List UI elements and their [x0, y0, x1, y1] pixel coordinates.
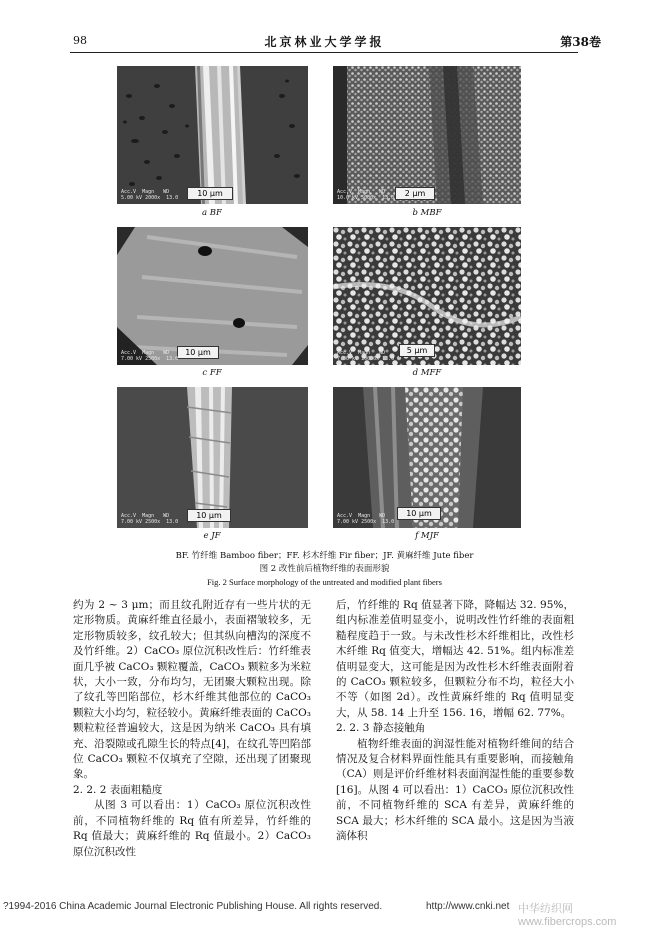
- sem-image-bf: [117, 66, 308, 204]
- sem-info-e: Acc.V Magn WD 7.00 kV 2500x 13.0: [121, 513, 179, 525]
- scale-bar-f: 10 μm: [397, 507, 441, 520]
- cnki-link[interactable]: http://www.cnki.net: [426, 901, 510, 912]
- sem-image-ff: [117, 227, 308, 365]
- right-paragraph-1: 后，竹纤维的 Rq 值显著下降，降幅达 32. 95%，组内标准差值明显变小，说明改性竹纤维的表面粗糙程度趋于一致。与未改性杉木纤维相比，改性杉木纤维 Rq 值变大，增幅达 42. 51%。组内标准差值明显变大，这可能是因为改性杉木纤维表面附着的 CaCO₃ 颗粒较多，但颗粒分布不均，粒径大小不等（如图 2d）。改性黄麻纤维的 Rq 值明显变大，从 58. 14 上升至 156. 16，增幅 62. 77%。: [336, 599, 574, 719]
- watermark: 中华纺织网 www.fibercrops.com: [518, 903, 617, 928]
- left-column: [73, 598, 311, 860]
- figure-legend: BF. 竹纤维 Bamboo fiber；FF. 杉木纤维 Fir fiber；JF. 黄麻纤维 Jute fiber: [175, 551, 474, 561]
- caption-c: c FF: [202, 368, 222, 378]
- scale-bar-c: 10 μm: [177, 346, 219, 359]
- caption-b: b MBF: [412, 208, 442, 218]
- caption-f: f MJF: [415, 531, 439, 541]
- section-heading-2-2-3: 2. 2. 3 静态接触角: [336, 722, 426, 735]
- sem-info-c: Acc.V Magn WD 7.00 kV 2500x 13.0: [121, 350, 179, 362]
- caption-e: e JF: [203, 531, 221, 541]
- page-header: [0, 0, 649, 50]
- page-footer: [0, 898, 649, 928]
- volume-label: 第38卷: [560, 35, 601, 49]
- journal-title: 北京林业大学学报: [264, 35, 385, 49]
- scale-bar-d: 5 μm: [399, 344, 435, 357]
- scale-bar-a: 10 μm: [187, 187, 233, 200]
- sem-image-mbf: [333, 66, 521, 204]
- copyright-notice: ?1994-2016 China Academic Journal Electronic Publishing House. All rights reserved.: [3, 901, 383, 912]
- sem-info-a: Acc.V Magn WD 5.00 kV 2000x 13.0: [121, 189, 179, 201]
- figure-caption-cn: 图 2 改性前后植物纤维的表面形貌: [259, 564, 390, 574]
- figure-caption-en: Fig. 2 Surface morphology of the untreated and modified plant fibers: [207, 577, 442, 587]
- header-rule: [70, 52, 578, 53]
- left-paragraph-2: 从图 3 可以看出：1）CaCO₃ 原位沉积改性前，不同植物纤维的 Rq 值有所差异，竹纤维的 Rq 值最大；黄麻纤维的 Rq 值最小。2）CaCO₃ 原位沉积改性: [73, 799, 311, 858]
- sem-info-f: Acc.V Magn WD 7.00 kV 2500x 13.0: [337, 513, 395, 525]
- scale-bar-b: 2 μm: [395, 187, 435, 200]
- caption-d: d MFF: [412, 368, 442, 378]
- section-heading-2-2-2: 2. 2. 2 表面粗糙度: [73, 783, 163, 796]
- sem-info-d: Acc.V Magn WD 7.00 kV 10000x 13.0: [337, 350, 395, 362]
- sem-info-b: Acc.V Magn WD 10.0 kV 5000x 13.0: [337, 189, 395, 201]
- sem-image-jf: [117, 387, 308, 528]
- page-number: 98: [73, 34, 87, 47]
- left-paragraph-1: 约为 2 ~ 3 μm；而且纹孔附近存有一些片状的无定形物质。黄麻纤维直径最小，表面褶皱较多，无定形物质较多，纹孔较大；但其纵向槽沟的深度不及竹纤维。2）CaCO₃ 原位沉积改性后：竹纤维表面几乎被 CaCO₃ 颗粒覆盖，CaCO₃ 颗粒多为米粒状，大小一致，分布均匀，无团聚大颗粒出现。除了纹孔等凹陷部位，杉木纤维其他部位的 CaCO₃ 颗粒大小均匀，粒径较小。黄麻纤维表面的 CaCO₃ 颗粒粒径普遍较大，这是因为纳米 CaCO₃ 具有填充、沿裂隙或孔隙生长的特点[4]，在纹孔等凹陷部位 CaCO₃ 颗粒不仅填充了空隙，还出现了团聚现象。: [73, 599, 311, 781]
- right-paragraph-2: 植物纤维表面的润湿性能对植物纤维间的结合情况及复合材料界面性能具有重要影响，而接触角（CA）则是评价纤维材料表面润湿性能的重要参数[16]。从图 4 可以看出：1）CaCO₃ 原位沉积改性前，不同植物纤维的 SCA 有差异，黄麻纤维的 SCA 最大；杉木纤维的 SCA 最小。这是因为当液滴体积: [336, 737, 574, 843]
- right-column: [336, 598, 574, 845]
- scale-bar-e: 10 μm: [187, 509, 231, 522]
- sem-image-mjf: [333, 387, 521, 528]
- sem-image-mff: [333, 227, 521, 365]
- caption-a: a BF: [202, 208, 222, 218]
